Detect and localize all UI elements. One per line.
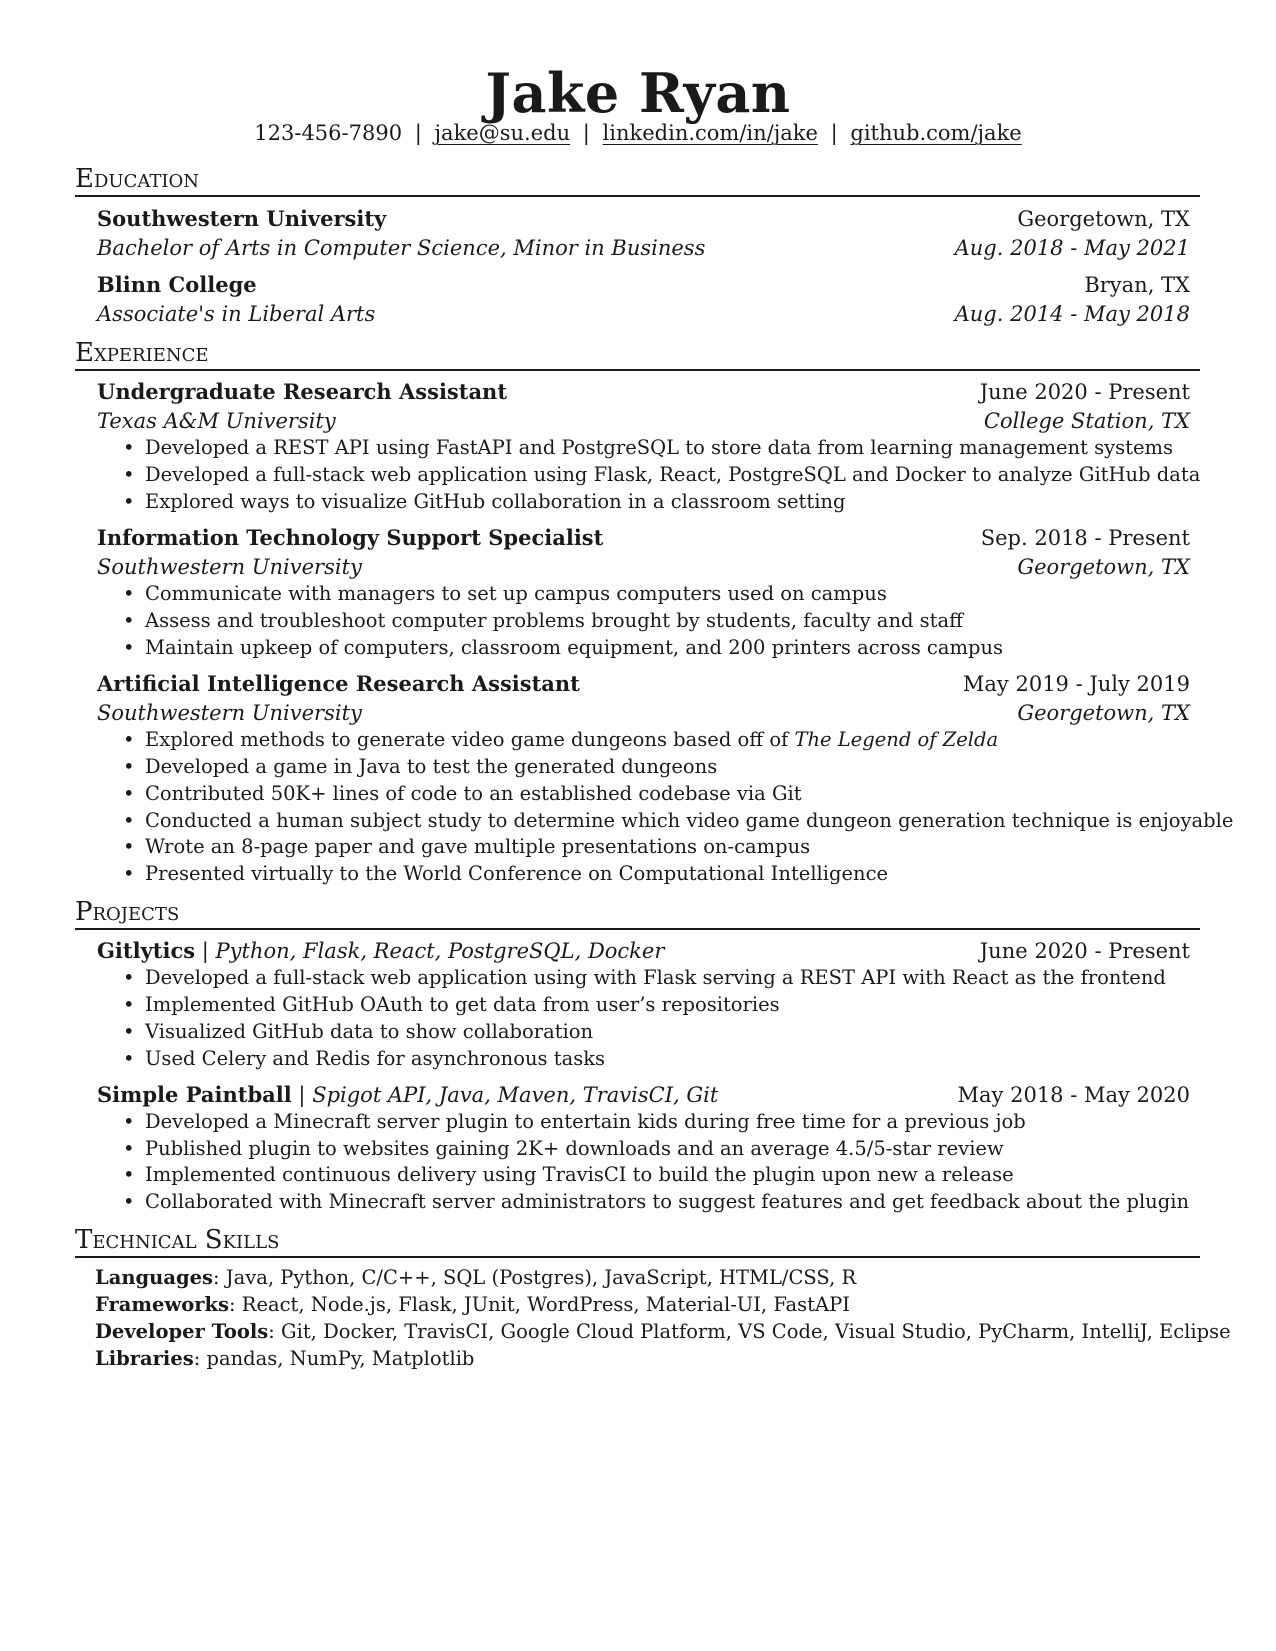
bullet-text: Implemented continuous delivery using TravisCI to build the plugin upon new a release — [145, 1163, 1014, 1186]
degree: Associate's in Liberal Arts — [97, 302, 376, 326]
project-dates: June 2020 - Present — [979, 939, 1190, 963]
contact-line — [0, 120, 1276, 146]
list-item: • Wrote an 8-page paper and gave multiple presentations on-campus — [123, 835, 811, 858]
skill-label: Libraries — [95, 1347, 194, 1370]
list-item: • Collaborated with Minecraft server administrators to suggest features and get feedback about the plugin — [123, 1190, 1190, 1213]
bullet-text: Assess and troubleshoot computer problems brought by students, faculty and staff — [145, 609, 964, 632]
project-heading — [97, 938, 664, 964]
list-item: • Conducted a human subject study to determine which video game dungeon generation technique is enjoyable — [123, 809, 1234, 832]
list-item: • Implemented GitHub OAuth to get data from user’s repositories — [123, 993, 780, 1016]
bullet-text: Developed a REST API using FastAPI and PostgreSQL to store data from learning management systems — [145, 436, 1174, 459]
github-link[interactable]: github.com/jake — [850, 121, 1022, 145]
job-organization: Southwestern University — [97, 555, 362, 579]
section-title-education: Education — [75, 164, 1200, 197]
bullet-text: Presented virtually to the World Conference on Computational Intelligence — [145, 862, 889, 885]
bullet-text: Explored methods to generate video game dungeons based off of — [145, 728, 795, 751]
candidate-name: Jake Ryan — [485, 61, 791, 125]
education-dates: Aug. 2018 - May 2021 — [954, 236, 1190, 260]
list-item: • Developed a full-stack web application using with Flask serving a REST API with React as the frontend — [123, 966, 1166, 989]
skill-line-developer-tools — [95, 1319, 1231, 1345]
school-name: Blinn College — [97, 272, 257, 297]
list-item: • Explored ways to visualize GitHub collaboration in a classroom setting — [123, 490, 846, 513]
bullet-text: Communicate with managers to set up campus computers used on campus — [145, 582, 887, 605]
section-title-skills: Technical Skills — [75, 1225, 1200, 1258]
list-item: • Used Celery and Redis for asynchronous tasks — [123, 1047, 606, 1070]
education-dates: Aug. 2014 - May 2018 — [954, 302, 1190, 326]
list-item: • Developed a Minecraft server plugin to entertain kids during free time for a previous job — [123, 1110, 1026, 1133]
skill-line-libraries — [95, 1346, 474, 1372]
game-title: The Legend of Zelda — [794, 728, 999, 751]
job-role: Undergraduate Research Assistant — [97, 379, 508, 404]
list-item: • Contributed 50K+ lines of code to an established codebase via Git — [123, 782, 802, 805]
bullet-text: Collaborated with Minecraft server administrators to suggest features and get feedback about the plugin — [145, 1190, 1190, 1213]
job-role: Artificial Intelligence Research Assistant — [97, 671, 580, 696]
separator: | — [201, 939, 209, 963]
list-item: • Published plugin to websites gaining 2K+ downloads and an average 4.5/5-star review — [123, 1137, 1004, 1160]
skill-label: Developer Tools — [95, 1320, 269, 1343]
bullet-text: Wrote an 8-page paper and gave multiple presentations on-campus — [145, 835, 811, 858]
skill-label: Frameworks — [95, 1293, 230, 1316]
skill-value: : React, Node.js, Flask, JUnit, WordPress, Material-UI, FastAPI — [229, 1293, 850, 1316]
bullet-text: Developed a full-stack web application using with Flask serving a REST API with React as the frontend — [145, 966, 1166, 989]
section-title-experience: Experience — [75, 338, 1200, 371]
bullet-text: Developed a game in Java to test the generated dungeons — [145, 755, 718, 778]
bullet-text: Developed a full-stack web application using Flask, React, PostgreSQL and Docker to analyze GitHub data — [145, 463, 1201, 486]
list-item: • Developed a full-stack web application using Flask, React, PostgreSQL and Docker to analyze GitHub data — [123, 463, 1201, 486]
list-item: • Implemented continuous delivery using TravisCI to build the plugin upon new a release — [123, 1163, 1014, 1186]
list-item: • Communicate with managers to set up campus computers used on campus — [123, 582, 887, 605]
school-location: Bryan, TX — [1084, 273, 1190, 297]
bullet-text: Contributed 50K+ lines of code to an established codebase via Git — [145, 782, 802, 805]
school-name: Southwestern University — [97, 206, 387, 231]
list-item: • Explored methods to generate video game dungeons based off of The Legend of Zelda — [123, 728, 999, 751]
job-role: Information Technology Support Specialist — [97, 525, 604, 550]
skill-label: Languages — [95, 1266, 213, 1289]
bullet-text: Implemented GitHub OAuth to get data from user’s repositories — [145, 993, 780, 1016]
list-item: • Presented virtually to the World Conference on Computational Intelligence — [123, 862, 889, 885]
bullet-text: Maintain upkeep of computers, classroom equipment, and 200 printers across campus — [145, 636, 1004, 659]
email-link[interactable]: jake@su.edu — [434, 121, 571, 145]
skill-value: : pandas, NumPy, Matplotlib — [193, 1347, 475, 1370]
school-location: Georgetown, TX — [1017, 207, 1190, 231]
project-tech: Python, Flask, React, PostgreSQL, Docker — [215, 939, 665, 963]
phone-number: 123-456-7890 — [254, 121, 403, 145]
project-dates: May 2018 - May 2020 — [957, 1083, 1190, 1107]
list-item: • Visualized GitHub data to show collaboration — [123, 1020, 594, 1043]
bullet-text: Used Celery and Redis for asynchronous tasks — [145, 1047, 606, 1070]
skill-value: : Git, Docker, TravisCI, Google Cloud Platform, VS Code, Visual Studio, PyCharm, IntelliJ, Eclipse — [268, 1320, 1231, 1343]
separator: | — [414, 121, 422, 145]
bullet-text: Conducted a human subject study to determine which video game dungeon generation technique is enjoyable — [145, 809, 1234, 832]
linkedin-link[interactable]: linkedin.com/in/jake — [602, 121, 818, 145]
separator: | — [830, 121, 838, 145]
job-organization: Southwestern University — [97, 701, 362, 725]
bullet-text: Visualized GitHub data to show collaboration — [145, 1020, 594, 1043]
skill-line-frameworks — [95, 1292, 850, 1318]
project-tech: Spigot API, Java, Maven, TravisCI, Git — [312, 1083, 719, 1107]
list-item: • Maintain upkeep of computers, classroom equipment, and 200 printers across campus — [123, 636, 1004, 659]
job-dates: Sep. 2018 - Present — [980, 526, 1190, 550]
skill-line-languages — [95, 1265, 856, 1291]
list-item: • Assess and troubleshoot computer problems brought by students, faculty and staff — [123, 609, 964, 632]
list-item: • Developed a REST API using FastAPI and PostgreSQL to store data from learning management systems — [123, 436, 1174, 459]
list-item: • Developed a game in Java to test the generated dungeons — [123, 755, 718, 778]
job-organization: Texas A&M University — [97, 409, 336, 433]
project-name: Gitlytics — [97, 938, 196, 963]
job-dates: May 2019 - July 2019 — [962, 672, 1190, 696]
project-name: Simple Paintball — [97, 1082, 292, 1107]
section-title-projects: Projects — [75, 897, 1200, 930]
job-location: College Station, TX — [983, 409, 1190, 433]
separator: | — [298, 1083, 306, 1107]
degree: Bachelor of Arts in Computer Science, Minor in Business — [97, 236, 706, 260]
job-location: Georgetown, TX — [1017, 555, 1190, 579]
bullet-text: Developed a Minecraft server plugin to entertain kids during free time for a previous job — [145, 1110, 1026, 1133]
bullet-text: Published plugin to websites gaining 2K+ downloads and an average 4.5/5-star review — [145, 1137, 1004, 1160]
skill-value: : Java, Python, C/C++, SQL (Postgres), JavaScript, HTML/CSS, R — [213, 1266, 857, 1289]
job-location: Georgetown, TX — [1017, 701, 1190, 725]
project-heading — [97, 1082, 718, 1108]
separator: | — [582, 121, 590, 145]
job-dates: June 2020 - Present — [979, 380, 1190, 404]
bullet-text: Explored ways to visualize GitHub collaboration in a classroom setting — [145, 490, 846, 513]
